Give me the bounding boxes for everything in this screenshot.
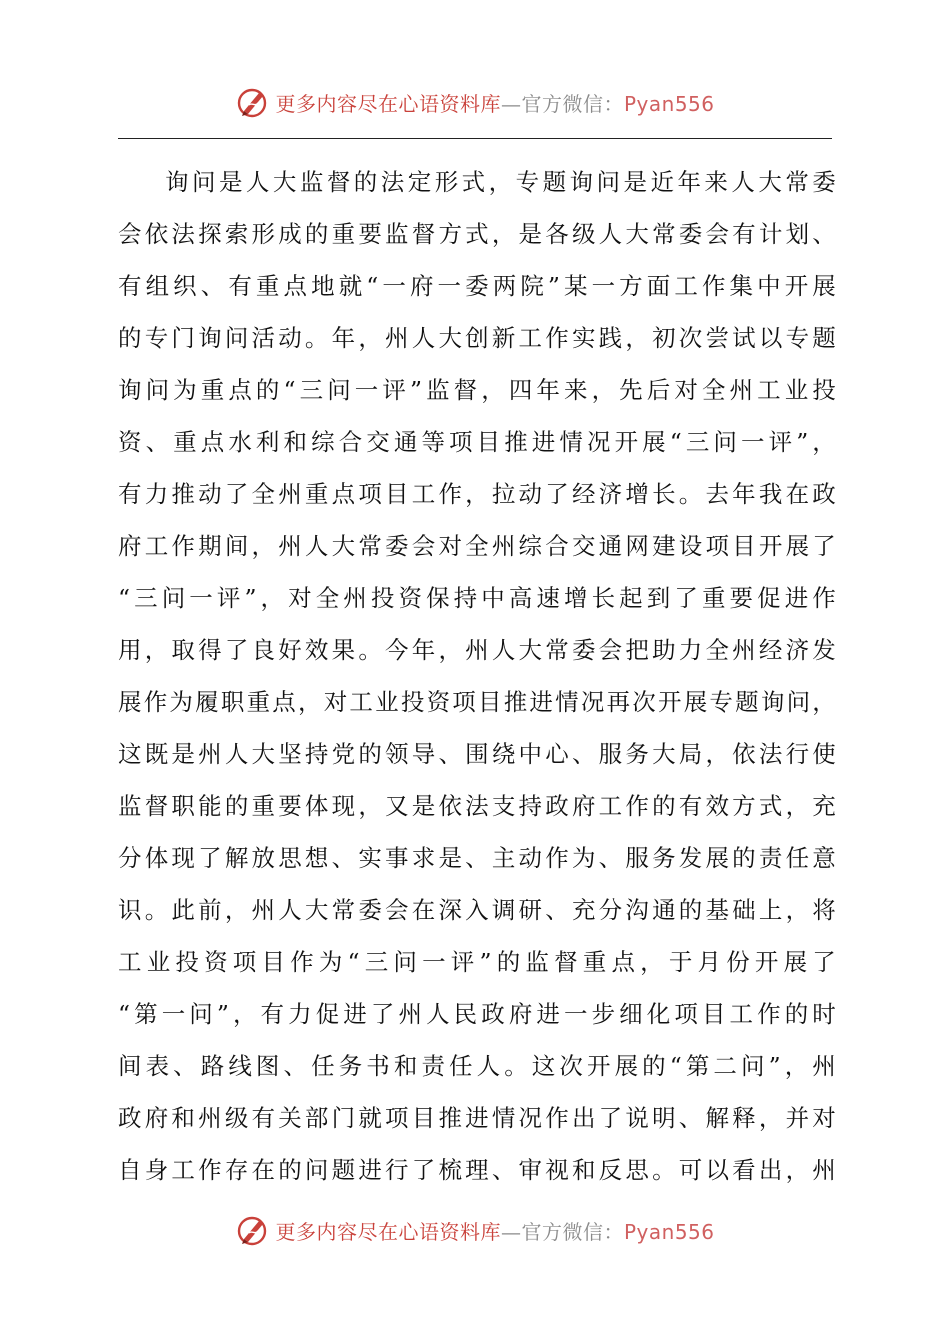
watermark-label: 官方微信： [521, 91, 624, 116]
body-line: “第一问”，有力促进了州人民政府进一步细化项目工作的时 [118, 1000, 838, 1028]
body-line: 这既是州人大坚持党的领导、围绕中心、服务大局，依法行使 [118, 740, 838, 768]
body-line: 工业投资项目作为“三问一评”的监督重点，于月份开展了 [118, 948, 838, 976]
body-line: 分体现了解放思想、实事求是、主动作为、服务发展的责任意 [118, 844, 838, 872]
watermark-dash: — [500, 1219, 522, 1244]
body-line: 间表、路线图、任务书和责任人。这次开展的“第二问”，州 [118, 1052, 838, 1080]
body-line: 有力推动了全州重点项目工作，拉动了经济增长。去年我在政 [118, 480, 838, 508]
body-line: 有组织、有重点地就“一府一委两院”某一方面工作集中开展 [118, 272, 838, 300]
body-line: 询问是人大监督的法定形式，专题询问是近年来人大常委 [165, 168, 838, 196]
body-line: “三问一评”，对全州投资保持中高速增长起到了重要促进作 [118, 584, 838, 612]
watermark-text [275, 1216, 714, 1245]
body-line: 展作为履职重点，对工业投资项目推进情况再次开展专题询问， [118, 688, 838, 716]
body-line: 识。此前，州人大常委会在深入调研、充分沟通的基础上，将 [118, 896, 838, 924]
header-watermark [0, 82, 950, 122]
footer-watermark [0, 1210, 950, 1250]
body-line: 询问为重点的“三问一评”监督，四年来，先后对全州工业投 [118, 376, 838, 404]
pen-circle-logo-icon [235, 1213, 269, 1247]
body-line: 政府和州级有关部门就项目推进情况作出了说明、解释，并对 [118, 1104, 838, 1132]
body-line: 用，取得了良好效果。今年，州人大常委会把助力全州经济发 [118, 636, 838, 664]
header-divider [118, 138, 832, 139]
body-line: 的专门询问活动。年，州人大创新工作实践，初次尝试以专题 [118, 324, 838, 352]
body-line: 监督职能的重要体现，又是依法支持政府工作的有效方式，充 [118, 792, 838, 820]
watermark-wechat-id: Pyan556 [623, 91, 715, 116]
body-line: 府工作期间，州人大常委会对全州综合交通网建设项目开展了 [118, 532, 838, 560]
watermark-dash: — [500, 91, 522, 116]
pen-circle-logo-icon [235, 85, 269, 119]
body-line: 资、重点水利和综合交通等项目推进情况开展“三问一评”， [118, 428, 838, 456]
watermark-brand: 更多内容尽在心语资料库 [275, 91, 501, 116]
watermark-brand: 更多内容尽在心语资料库 [275, 1219, 501, 1244]
body-line: 会依法探索形成的重要监督方式，是各级人大常委会有计划、 [118, 220, 838, 248]
body-line: 自身工作存在的问题进行了梳理、审视和反思。可以看出，州 [118, 1156, 838, 1184]
watermark-wechat-id: Pyan556 [623, 1219, 715, 1244]
document-body [118, 156, 838, 1196]
watermark-text [275, 88, 714, 117]
watermark-label: 官方微信： [521, 1219, 624, 1244]
